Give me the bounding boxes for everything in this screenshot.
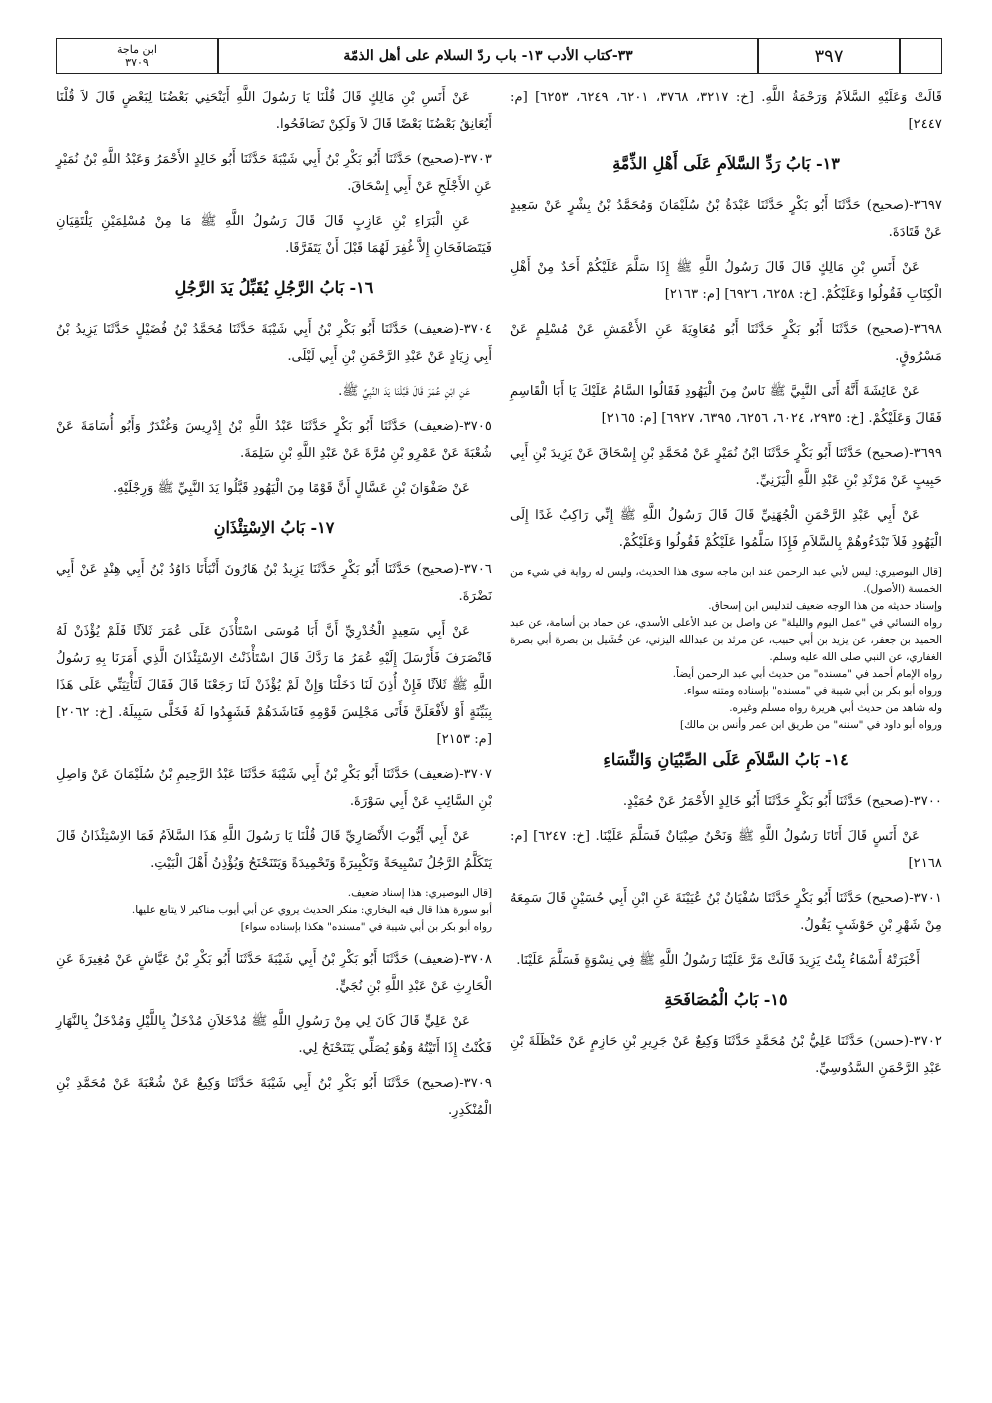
footnote-block bbox=[56, 885, 492, 936]
right-column bbox=[510, 84, 942, 1090]
footnote-line: رواه الإمام أحمد في "مسنده" من حديث أبي عبد الرحمن أيضاً. bbox=[672, 668, 942, 680]
hadith-isnad: ٣٧٠٥-(ضعيف) حَدَّثَنَا أَبُو بَكْرٍ حَدَّثَنَا عَبْدُ اللَّهِ بْنُ إِدْرِيسَ وَغُنْدَرٌ وَأَبُو أُسَامَةَ عَنْ شُعْبَةَ عَنْ عَمْرِو بْنِ مُرَّةَ عَنْ عَبْدِ اللَّهِ بْنِ سَلِمَةَ. bbox=[56, 419, 492, 461]
footnote-line: وإسناد حديثه من هذا الوجه ضعيف لتدليس ابن إسحاق. bbox=[708, 600, 942, 612]
hadith-isnad: ٣٧٠٢-(حسن) حَدَّثَنَا عَلِيُّ بْنُ مُحَمَّدٍ حَدَّثَنَا وَكِيعٌ عَنْ جَرِيرِ بْنِ حَازِمٍ عَنْ حَنْظَلَةَ بْنِ عَبْدِ الرَّحْمَنِ السَّدُوسِيِّ. bbox=[510, 1034, 942, 1076]
hadith-isnad: ٣٦٩٩-(صحيح) حَدَّثَنَا أَبُو بَكْرٍ حَدَّثَنَا ابْنُ نُمَيْرٍ عَنْ مُحَمَّدِ بْنِ إِسْحَاقَ عَنْ يَزِيدَ بْنِ أَبِي حَبِيبٍ عَنْ مَرْثَدِ بْنِ عَبْدِ اللَّهِ الْيَزَنِيِّ. bbox=[510, 446, 942, 488]
hadith-text: عَنْ أَبِي عَبْدِ الرَّحْمَنِ الْجُهَنِيِّ قَالَ قَالَ رَسُولُ اللَّهِ ﷺ إِنِّي رَاكِبٌ غَدًا إِلَى الْيَهُودِ فَلاَ تَبْدَءُوهُمْ بِالسَّلاَمِ فَإِذَا سَلَّمُوا عَلَيْكُمْ فَقُولُوا وَعَلَيْكُمْ. bbox=[510, 508, 942, 550]
footnote-block bbox=[510, 564, 942, 734]
footnote-line: وله شاهد من حديث أبي هريرة رواه مسلم وغيره. bbox=[729, 702, 942, 714]
hadith-isnad: ٣٧٠٩-(صحيح) حَدَّثَنَا أَبُو بَكْرِ بْنُ أَبِي شَيْبَةَ حَدَّثَنَا وَكِيعٌ عَنْ شُعْبَةَ عَنْ مُحَمَّدِ بْنِ الْمُنْكَدِرِ. bbox=[56, 1076, 492, 1118]
hadith-isnad: ٣٦٩٧-(صحيح) حَدَّثَنَا أَبُو بَكْرٍ حَدَّثَنَا عَبْدَةُ بْنُ سُلَيْمَانَ وَمُحَمَّدُ بْنُ بِشْرٍ عَنْ سَعِيدٍ عَنْ قَتَادَةَ. bbox=[510, 198, 942, 240]
hadith-text: عَنِ الْبَرَاءِ بْنِ عَازِبٍ قَالَ قَالَ رَسُولُ اللَّهِ ﷺ مَا مِنْ مُسْلِمَيْنِ يَلْتَقِيَانِ فَيَتَصَافَحَانِ إِلاَّ غُفِرَ لَهُمَا قَبْلَ أَنْ يَتَفَرَّقَا. bbox=[56, 214, 492, 256]
chapter-heading: ١٧- بَابُ الاِسْتِئْذَانِ bbox=[213, 518, 335, 537]
hadith-text: عَنْ أَبِي سَعِيدٍ الْخُدْرِيِّ أَنَّ أَبَا مُوسَى اسْتَأْذَنَ عَلَى عُمَرَ ثَلاَثًا فَلَمْ يُؤْذَنْ لَهُ فَانْصَرَفَ فَأَرْسَلَ إِلَيْهِ عُمَرُ مَا رَدَّكَ قَالَ اسْتَأْذَنْتُ الاِسْتِئْذَانَ الَّذِي أَمَرَنَا بِهِ رَسُولُ اللَّهِ ﷺ ثَلاَثًا فَإِنْ أُذِنَ لَنَا دَخَلْنَا وَإِنْ لَمْ يُؤْذَنْ لَنَا رَجَعْنَا قَالَ فَقَالَ لَتَأْتِيَنِّي عَلَى هَذَا بِبَيِّنَةٍ أَوْ لأَفْعَلَنَّ فَأَتَى مَجْلِسَ قَوْمِهِ فَنَاشَدَهُمْ فَشَهِدُوا لَهُ فَخَلَّى سَبِيلَهُ. [خ: ٢٠٦٢] [م: ٢١٥٣] bbox=[56, 624, 492, 747]
hadith-text: عَنْ أَنَسِ بْنِ مَالِكٍ قَالَ قَالَ رَسُولُ اللَّهِ ﷺ إِذَا سَلَّمَ عَلَيْكُمْ أَحَدٌ مِنْ أَهْلِ الْكِتَابِ فَقُولُوا وَعَلَيْكُمْ. [خ: ٦٢٥٨، ٦٩٢٦] [م: ٢١٦٣] bbox=[510, 260, 942, 302]
hadith-text: عَنْ عَلِيٍّ قَالَ كَانَ لِي مِنْ رَسُولِ اللَّهِ ﷺ مُدْخَلاَنِ مُدْخَلٌ بِاللَّيْلِ وَمُدْخَلٌ بِالنَّهَارِ فَكُنْتُ إِذَا أَتَيْتُهُ وَهُوَ يُصَلِّي يَتَنَحْنَحُ لِي. bbox=[56, 1014, 492, 1056]
hadith-text: عَنْ أَبِي أَيُّوبَ الأَنْصَارِيِّ قَالَ قُلْنَا يَا رَسُولَ اللَّهِ هَذَا السَّلاَمُ فَمَا الاِسْتِئْذَانُ قَالَ يَتَكَلَّمُ الرَّجُلُ تَسْبِيحَةً وَتَكْبِيرَةً وَتَحْمِيدَةً وَيَتَنَحْنَحُ وَيُؤْذِنُ أَهْلَ الْبَيْتِ. bbox=[56, 829, 492, 871]
chapter-heading: ١٥- بَابُ الْمُصَافَحَةِ bbox=[664, 990, 788, 1009]
hadith-text: أَخْبَرَتْهُ أَسْمَاءُ بِنْتُ يَزِيدَ قَالَتْ مَرَّ عَلَيْنَا رَسُولُ اللَّهِ ﷺ فِي نِسْوَةٍ فَسَلَّمَ عَلَيْنَا. bbox=[516, 953, 920, 968]
hadith-isnad: ٣٧٠٦-(صحيح) حَدَّثَنَا أَبُو بَكْرٍ حَدَّثَنَا يَزِيدُ بْنُ هَارُونَ أَنْبَأَنَا دَاوُدُ بْنُ أَبِي هِنْدٍ عَنْ أَبِي نَضْرَةَ. bbox=[56, 562, 492, 604]
chapter-heading: ١٣- بَابُ رَدِّ السَّلاَمِ عَلَى أَهْلِ الذِّمَّةِ bbox=[612, 154, 840, 173]
page-number: ٣٩٧ bbox=[814, 45, 844, 67]
footnote-line: رواه النسائي في "عمل اليوم والليلة" عن واصل بن عبد الأعلى الأسدي، عن حماد بن أسامة، عن عبد الحميد بن جعفر، عن يزيد بن أبي حبيب، عن مرثد بن عبدالله اليزني، عن خُشَيل بن بصرة أبي بصرة الغفاري، عن النبي صلى الله عليه وسلم. bbox=[510, 617, 942, 663]
book-name: ابن ماجة bbox=[117, 43, 157, 56]
hadith-text: عَنْ صَفْوَانَ بْنِ عَسَّالٍ أَنَّ قَوْمًا مِنَ الْيَهُودِ قَبَّلُوا يَدَ النَّبِيِّ ﷺ وَرِجْلَيْهِ. bbox=[112, 481, 470, 496]
hadith-range: ٣٧٠٩ bbox=[125, 56, 149, 69]
hadith-isnad: قَالَتْ وَعَلَيْهِ السَّلاَمُ وَرَحْمَةُ اللَّهِ. [خ: ٣٢١٧، ٣٧٦٨، ٦٢٠١، ٦٢٤٩، ٦٢٥٣] [م: ٢٤٤٧] bbox=[510, 90, 943, 132]
hadith-text: عَنْ أَنَسِ بْنِ مَالِكٍ قَالَ قُلْنَا يَا رَسُولَ اللَّهِ أَيَنْحَنِي بَعْضُنَا لِبَعْضٍ قَالَ لاَ قُلْنَا أَيُعَانِقُ بَعْضُنَا بَعْضًا قَالَ لاَ وَلَكِنْ تَصَافَحُوا. bbox=[56, 90, 492, 132]
hadith-isnad: ٣٧٠١-(صحيح) حَدَّثَنَا أَبُو بَكْرٍ حَدَّثَنَا سُفْيَانُ بْنُ عُيَيْنَةَ عَنِ ابْنِ أَبِي حُسَيْنٍ قَالَ سَمِعَهُ مِنْ شَهْرِ بْنِ حَوْشَبٍ يَقُولُ. bbox=[510, 891, 942, 933]
footnote-line: رواه أبو بكر بن أبي شيبة في "مسنده" هكذا بإسناده سواء] bbox=[240, 921, 492, 933]
hadith-text: عَنِ ابْنِ عُمَرَ قَالَ قَبَّلْنَا يَدَ النَّبِيِّ ﷺ. bbox=[338, 384, 470, 399]
footnote-line: ورواه أبو داود في "سننه" من طريق ابن عمر وأنس بن مالك] bbox=[680, 719, 942, 731]
chapter-title: ٣٣-كتاب الأدب ١٣- باب ردّ السلام على أهل الذمّة bbox=[343, 48, 633, 64]
book-page bbox=[56, 38, 942, 1378]
hadith-isnad: ٣٦٩٨-(صحيح) حَدَّثَنَا أَبُو بَكْرٍ حَدَّثَنَا أَبُو مُعَاوِيَةَ عَنِ الأَعْمَشِ عَنْ مُسْلِمٍ عَنْ مَسْرُوقٍ. bbox=[510, 322, 942, 364]
book-ref bbox=[57, 39, 217, 73]
hadith-text: عَنْ عَائِشَةَ أَنَّهُ أَتَى النَّبِيَّ ﷺ نَاسٌ مِنَ الْيَهُودِ فَقَالُوا السَّامُ عَلَيْكَ يَا أَبَا الْقَاسِمِ فَقَالَ وَعَلَيْكُمْ. [خ: ٢٩٣٥، ٦٠٢٤، ٦٢٥٦، ٦٣٩٥، ٦٩٢٧] [م: ٢١٦٥] bbox=[510, 384, 942, 426]
hadith-isnad: ٣٧٠٠-(صحيح) حَدَّثَنَا أَبُو بَكْرٍ حَدَّثَنَا أَبُو خَالِدٍ الأَحْمَرُ عَنْ حُمَيْدٍ. bbox=[622, 794, 942, 809]
chapter-heading: ١٦- بَابُ الرَّجُلِ يُقَبِّلُ يَدَ الرَّجُلِ bbox=[174, 278, 374, 297]
left-column bbox=[56, 84, 492, 1132]
footnote-line: أبو سورة هذا قال فيه البخاري: منكر الحديث يروي عن أبي أيوب مناكير لا يتابع عليها. bbox=[131, 904, 492, 916]
footnote-line: ورواه أبو بكر بن أبي شيبة في "مسنده" بإسناده ومتنه سواء. bbox=[683, 685, 942, 697]
hadith-isnad: ٣٧٠٣-(صحيح) حَدَّثَنَا أَبُو بَكْرِ بْنُ أَبِي شَيْبَةَ حَدَّثَنَا أَبُو خَالِدٍ الأَحْمَرُ وَعَبْدُ اللَّهِ بْنُ نُمَيْرٍ عَنِ الأَجْلَحِ عَنْ أَبِي إِسْحَاقَ. bbox=[56, 152, 492, 194]
page-header bbox=[56, 38, 942, 74]
footnote-line: [قال البوصيري: ليس لأبي عبد الرحمن عند ابن ماجه سوى هذا الحديث، وليس له رواية في شيء من الخمسة (الأصول). bbox=[510, 566, 942, 595]
hadith-isnad: ٣٧٠٨-(ضعيف) حَدَّثَنَا أَبُو بَكْرِ بْنُ أَبِي شَيْبَةَ حَدَّثَنَا أَبُو بَكْرِ بْنُ عَيَّاشٍ عَنْ مُغِيرَةَ عَنِ الْحَارِثِ عَنْ عَبْدِ اللَّهِ بْنِ نُجَيٍّ. bbox=[56, 952, 492, 994]
hadith-text: عَنْ أَنَسٍ قَالَ أَتَانَا رَسُولُ اللَّهِ ﷺ وَنَحْنُ صِبْيَانٌ فَسَلَّمَ عَلَيْنَا. [خ: ٦٢٤٧] [م: ٢١٦٨] bbox=[510, 829, 942, 871]
header-blank-cell bbox=[901, 39, 941, 73]
hadith-isnad: ٣٧٠٤-(ضعيف) حَدَّثَنَا أَبُو بَكْرِ بْنُ أَبِي شَيْبَةَ حَدَّثَنَا مُحَمَّدُ بْنُ فُضَيْلٍ حَدَّثَنَا يَزِيدُ بْنُ أَبِي زِيَادٍ عَنْ عَبْدِ الرَّحْمَنِ بْنِ أَبِي لَيْلَى. bbox=[56, 322, 492, 364]
chapter-heading: ١٤- بَابُ السَّلاَمِ عَلَى الصِّبْيَانِ وَالنِّسَاءِ bbox=[603, 750, 849, 769]
hadith-isnad: ٣٧٠٧-(ضعيف) حَدَّثَنَا أَبُو بَكْرِ بْنُ أَبِي شَيْبَةَ حَدَّثَنَا عَبْدُ الرَّحِيمِ بْنُ سُلَيْمَانَ عَنْ وَاصِلِ بْنِ السَّائِبِ عَنْ أَبِي سَوْرَةَ. bbox=[56, 767, 492, 809]
footnote-line: [قال البوصيري: هذا إسناد ضعيف. bbox=[347, 887, 492, 899]
